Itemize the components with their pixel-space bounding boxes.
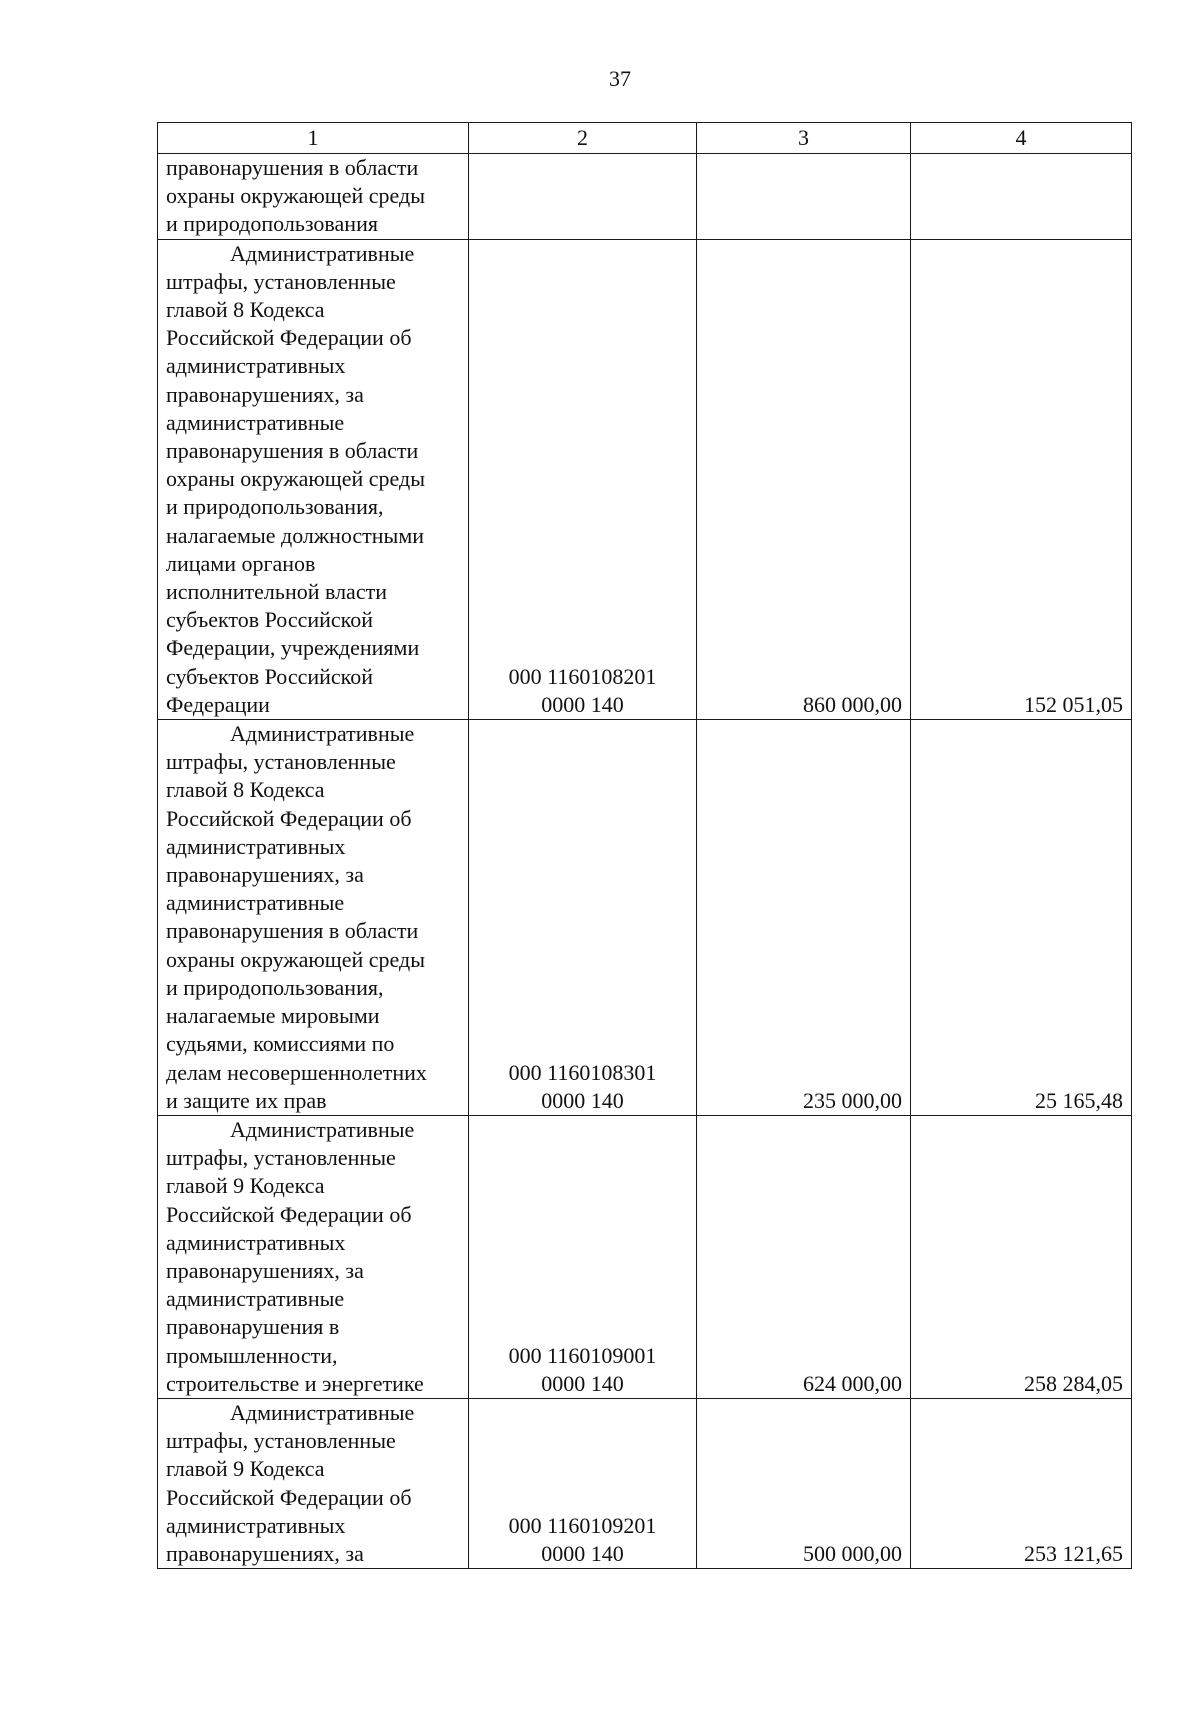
- description-line: штрафы, установленные: [166, 1145, 396, 1171]
- column-header-4: 4: [911, 123, 1132, 154]
- description-line: охраны окружающей среды: [166, 183, 425, 209]
- row-planned-amount: [697, 154, 911, 240]
- table-header-row: [158, 123, 1132, 154]
- column-header-3: 3: [697, 123, 911, 154]
- description-line: административные: [166, 409, 345, 435]
- code-line: 000 1160108301: [508, 1059, 657, 1085]
- description-line: и защите их прав: [166, 1087, 327, 1113]
- description-line: правонарушениях, за: [166, 1540, 364, 1566]
- code-line: 000 1160109201: [508, 1512, 657, 1538]
- description-line: Российской Федерации об: [166, 1201, 412, 1227]
- description-line: штрафы, установленные: [166, 268, 396, 294]
- row-description: [158, 154, 469, 240]
- description-line: правонарушения в области: [166, 438, 419, 464]
- description-line: Административные: [230, 721, 415, 747]
- row-actual-amount: 258 284,05: [911, 1115, 1132, 1398]
- page-number: 37: [609, 66, 631, 91]
- description-line: административных: [166, 353, 346, 379]
- description-line: субъектов Российской: [166, 607, 374, 633]
- code-line: 000 1160108201: [508, 663, 657, 689]
- description-line: правонарушениях, за: [166, 381, 364, 407]
- code-line: 000 1160109001: [508, 1342, 657, 1368]
- budget-revenue-table: [157, 122, 1132, 1569]
- row-actual-amount: 25 165,48: [911, 720, 1132, 1116]
- description-line: делам несовершеннолетних: [166, 1059, 427, 1085]
- table-row: [158, 1398, 1132, 1568]
- row-code: [469, 1115, 697, 1398]
- row-code: [469, 1398, 697, 1568]
- description-line: строительстве и энергетике: [166, 1370, 424, 1396]
- code-line: [477, 182, 688, 210]
- row-code: [469, 154, 697, 240]
- row-planned-amount: 624 000,00: [697, 1115, 911, 1398]
- row-code: [469, 239, 697, 719]
- description-line: штрафы, установленные: [166, 1428, 396, 1454]
- description-line: Федерации, учреждениями: [166, 635, 420, 661]
- description-line: главой 8 Кодекса: [166, 297, 325, 323]
- description-line: и природопользования,: [166, 494, 384, 520]
- table-row: [158, 720, 1132, 1116]
- description-line: административные: [166, 890, 345, 916]
- description-line: промышленности,: [166, 1342, 338, 1368]
- description-line: налагаемые должностными: [166, 522, 425, 548]
- description-line: налагаемые мировыми: [166, 1003, 380, 1029]
- column-header-2: 2: [469, 123, 697, 154]
- description-line: главой 8 Кодекса: [166, 777, 325, 803]
- description-line: правонарушениях, за: [166, 862, 364, 888]
- description-line: административные: [166, 1286, 345, 1312]
- description-line: Административные: [230, 1116, 415, 1142]
- column-header-1: 1: [158, 123, 469, 154]
- row-code: [469, 720, 697, 1116]
- description-line: штрафы, установленные: [166, 749, 396, 775]
- row-actual-amount: 253 121,65: [911, 1398, 1132, 1568]
- row-actual-amount: [911, 154, 1132, 240]
- description-line: Российской Федерации об: [166, 1484, 412, 1510]
- row-actual-amount: 152 051,05: [911, 239, 1132, 719]
- description-line: и природопользования,: [166, 974, 384, 1000]
- table-row: [158, 154, 1132, 240]
- description-line: правонарушениях, за: [166, 1257, 364, 1283]
- code-line: 0000 140: [541, 1540, 624, 1566]
- description-line: Административные: [230, 1399, 415, 1425]
- code-line: 0000 140: [541, 691, 624, 717]
- description-line: судьями, комиссиями по: [166, 1031, 395, 1057]
- description-line: главой 9 Кодекса: [166, 1173, 325, 1199]
- row-planned-amount: 860 000,00: [697, 239, 911, 719]
- table-row: [158, 1115, 1132, 1398]
- code-line: 0000 140: [541, 1087, 624, 1113]
- description-line: Российской Федерации об: [166, 805, 412, 831]
- description-line: исполнительной власти: [166, 579, 387, 605]
- row-description: [158, 1115, 469, 1398]
- description-line: Федерации: [166, 691, 270, 717]
- description-line: охраны окружающей среды: [166, 466, 425, 492]
- row-planned-amount: 500 000,00: [697, 1398, 911, 1568]
- code-line: [477, 210, 688, 238]
- description-line: административных: [166, 833, 346, 859]
- description-line: административных: [166, 1229, 346, 1255]
- description-line: административных: [166, 1512, 346, 1538]
- description-line: правонарушения в области: [166, 155, 419, 180]
- description-line: главой 9 Кодекса: [166, 1456, 325, 1482]
- description-line: правонарушения в: [166, 1314, 340, 1340]
- row-description: [158, 720, 469, 1116]
- description-line: охраны окружающей среды: [166, 946, 425, 972]
- description-line: Административные: [230, 240, 415, 266]
- description-line: правонарушения в области: [166, 918, 419, 944]
- description-line: лицами органов: [166, 550, 316, 576]
- row-description: [158, 239, 469, 719]
- description-line: Российской Федерации об: [166, 325, 412, 351]
- row-planned-amount: 235 000,00: [697, 720, 911, 1116]
- description-line: субъектов Российской: [166, 663, 374, 689]
- table-row: [158, 239, 1132, 719]
- row-description: [158, 1398, 469, 1568]
- code-line: 0000 140: [541, 1370, 624, 1396]
- description-line: и природопользования: [166, 211, 378, 237]
